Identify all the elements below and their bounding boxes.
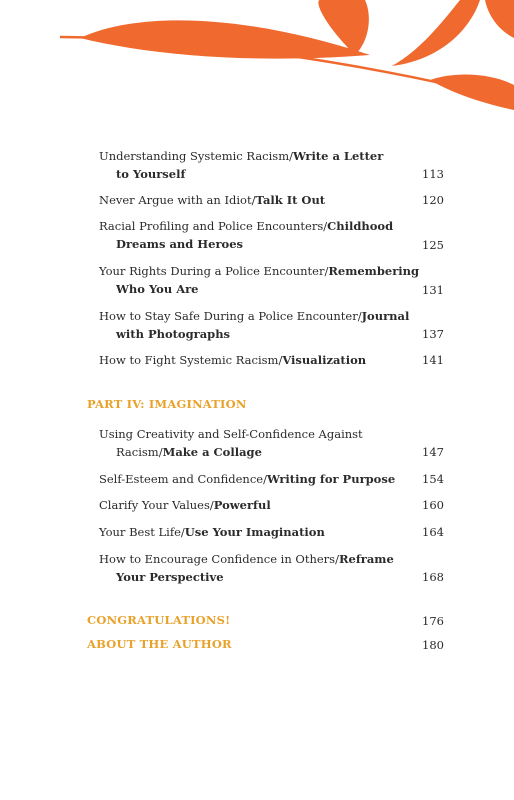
- entry-title: Your Rights During a Police Encounter/: [99, 264, 329, 278]
- entry-exercise: Make a Collage: [162, 445, 262, 459]
- page-number: 176: [422, 614, 444, 628]
- page-number: 154: [422, 472, 444, 486]
- entry-title: How to Fight Systemic Racism/: [99, 353, 283, 367]
- entry-title: Self-Esteem and Confidence/: [99, 472, 267, 486]
- page-number: 125: [422, 238, 444, 252]
- toc-entry[interactable]: [99, 351, 444, 369]
- toc-entry[interactable]: [99, 147, 444, 183]
- part-heading[interactable]: PART IV: IMAGINATION: [87, 397, 247, 411]
- entry-title: Never Argue with an Idiot/: [99, 193, 256, 207]
- page-number: 168: [422, 570, 444, 584]
- toc-entry[interactable]: [99, 217, 444, 253]
- toc-entry[interactable]: [99, 470, 444, 488]
- page-number: 113: [422, 167, 444, 181]
- entry-exercise: Powerful: [213, 498, 271, 512]
- entry-exercise-cont: Who You Are: [116, 282, 199, 296]
- entry-title: Understanding Systemic Racism/: [99, 149, 293, 163]
- entry-title: How to Encourage Confidence in Others/: [99, 552, 339, 566]
- entry-exercise-cont: Your Perspective: [116, 570, 224, 584]
- entry-title-cont: Racism/: [116, 445, 163, 459]
- page-number: 180: [422, 638, 444, 652]
- toc-entry[interactable]: [99, 191, 444, 209]
- toc-entry[interactable]: [99, 496, 444, 514]
- toc-entry[interactable]: [99, 523, 444, 541]
- page-number: 147: [422, 445, 444, 459]
- toc-entry[interactable]: [99, 425, 444, 461]
- about-author-heading[interactable]: ABOUT THE AUTHOR: [87, 637, 232, 651]
- toc-entry[interactable]: [99, 550, 444, 586]
- entry-exercise-cont: to Yourself: [116, 167, 186, 181]
- entry-title: Racial Profiling and Police Encounters/: [99, 219, 328, 233]
- entry-title: Clarify Your Values/: [99, 498, 214, 512]
- entry-exercise: Journal: [361, 309, 410, 323]
- entry-exercise: Visualization: [282, 353, 367, 367]
- page-number: 164: [422, 525, 444, 539]
- entry-exercise: Write a Letter: [292, 149, 384, 163]
- entry-title: How to Stay Safe During a Police Encounter/: [99, 309, 362, 323]
- page-number: 131: [422, 283, 444, 297]
- entry-title: Your Best Life/: [99, 525, 185, 539]
- page-number: 160: [422, 498, 444, 512]
- page-number: 141: [422, 353, 444, 367]
- entry-exercise: Reframe: [338, 552, 394, 566]
- entry-title: Using Creativity and Self-Confidence Against: [99, 427, 363, 441]
- entry-exercise: Writing for Purpose: [266, 472, 396, 486]
- page-number: 120: [422, 193, 444, 207]
- entry-exercise: Childhood: [327, 219, 394, 233]
- entry-exercise-cont: with Photographs: [116, 327, 231, 341]
- entry-exercise-cont: Dreams and Heroes: [116, 237, 244, 251]
- entry-exercise: Remembering: [328, 264, 420, 278]
- congratulations-heading[interactable]: CONGRATULATIONS!: [87, 613, 231, 627]
- page-number: 137: [422, 327, 444, 341]
- toc-entry[interactable]: [99, 262, 444, 298]
- entry-exercise: Use Your Imagination: [184, 525, 325, 539]
- entry-exercise: Talk It Out: [255, 193, 326, 207]
- toc-entry[interactable]: [99, 307, 444, 343]
